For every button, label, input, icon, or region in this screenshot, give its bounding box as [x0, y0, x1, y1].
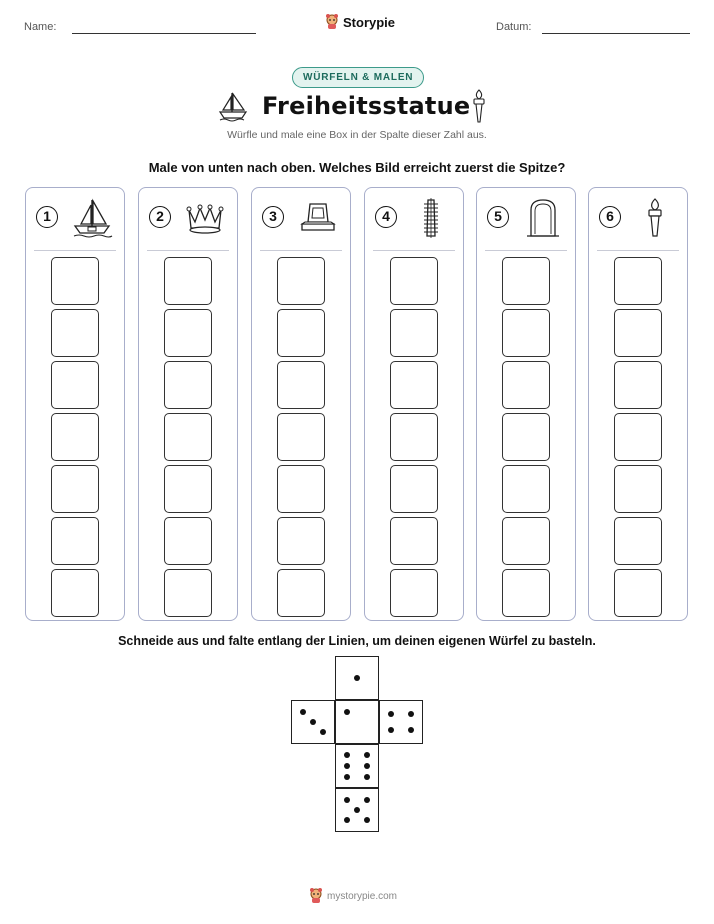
- page-subtitle: Würfle und male eine Box in der Spalte dieser Zahl aus.: [227, 129, 487, 141]
- color-box[interactable]: [390, 465, 438, 513]
- column-header: [26, 188, 124, 250]
- column-3: [251, 187, 351, 621]
- pip: [364, 774, 370, 780]
- pip: [310, 719, 316, 725]
- pip: [364, 817, 370, 823]
- number-circle: 6: [599, 206, 621, 228]
- column-header: [477, 188, 575, 250]
- column-header: [252, 188, 350, 250]
- brand-logo: [325, 14, 395, 30]
- color-box[interactable]: [277, 361, 325, 409]
- footer-url[interactable]: mystorypie.com: [327, 890, 398, 902]
- color-box[interactable]: [164, 309, 212, 357]
- column-divider: [34, 250, 116, 251]
- column-divider: [373, 250, 455, 251]
- torch-title-icon: [468, 88, 490, 124]
- activity-badge: WÜRFELN & MALEN: [292, 67, 424, 88]
- torch-icon: [633, 196, 677, 240]
- color-box[interactable]: [390, 257, 438, 305]
- color-box[interactable]: [614, 569, 662, 617]
- color-box[interactable]: [164, 517, 212, 565]
- color-box[interactable]: [51, 257, 99, 305]
- color-box[interactable]: [502, 309, 550, 357]
- color-box[interactable]: [51, 517, 99, 565]
- pip: [354, 675, 360, 681]
- color-box[interactable]: [390, 361, 438, 409]
- pip: [344, 774, 350, 780]
- dice-face-five: [335, 788, 379, 832]
- name-label: Name:: [24, 21, 57, 33]
- color-box[interactable]: [164, 569, 212, 617]
- number-circle: 4: [375, 206, 397, 228]
- dice-face-one-center: [335, 700, 379, 744]
- color-box[interactable]: [502, 361, 550, 409]
- pip: [408, 727, 414, 733]
- column-divider: [260, 250, 342, 251]
- color-box[interactable]: [390, 569, 438, 617]
- column-header: [139, 188, 237, 250]
- color-box[interactable]: [277, 413, 325, 461]
- cut-instruction: Schneide aus und falte entlang der Linien, um deinen eigenen Würfel zu basteln.: [118, 634, 596, 648]
- color-box[interactable]: [502, 517, 550, 565]
- column-6: [588, 187, 688, 621]
- pedestal-icon: [296, 196, 340, 240]
- number-circle: 1: [36, 206, 58, 228]
- column-divider: [485, 250, 567, 251]
- storypie-mascot-icon: [309, 888, 323, 904]
- column-icon: [409, 196, 453, 240]
- pip: [364, 797, 370, 803]
- number-circle: 2: [149, 206, 171, 228]
- column-header: [365, 188, 463, 250]
- column-2: [138, 187, 238, 621]
- color-box[interactable]: [164, 413, 212, 461]
- number-circle: 3: [262, 206, 284, 228]
- color-box[interactable]: [390, 413, 438, 461]
- color-box[interactable]: [51, 413, 99, 461]
- dice-face-one: [335, 656, 379, 700]
- column-5: [476, 187, 576, 621]
- pip: [344, 763, 350, 769]
- pip: [320, 729, 326, 735]
- dice-face-four: [379, 700, 423, 744]
- sailboat-title-icon: [218, 90, 248, 122]
- column-4: [364, 187, 464, 621]
- color-box[interactable]: [502, 257, 550, 305]
- color-box[interactable]: [614, 309, 662, 357]
- color-box[interactable]: [51, 465, 99, 513]
- pip: [364, 752, 370, 758]
- column-divider: [147, 250, 229, 251]
- pip: [354, 807, 360, 813]
- color-box[interactable]: [51, 569, 99, 617]
- storypie-mascot-icon: [325, 14, 339, 30]
- page-title: Freiheitsstatue: [262, 92, 471, 120]
- crown-icon: [183, 196, 227, 240]
- color-box[interactable]: [277, 257, 325, 305]
- date-label: Datum:: [496, 21, 532, 33]
- color-box[interactable]: [277, 517, 325, 565]
- color-box[interactable]: [164, 257, 212, 305]
- name-line[interactable]: [72, 33, 256, 34]
- pip: [388, 727, 394, 733]
- color-box[interactable]: [614, 413, 662, 461]
- color-box[interactable]: [502, 569, 550, 617]
- pip: [364, 763, 370, 769]
- dice-face-three: [291, 700, 335, 744]
- pip: [344, 752, 350, 758]
- pip: [344, 797, 350, 803]
- color-box[interactable]: [277, 465, 325, 513]
- number-circle: 5: [487, 206, 509, 228]
- tablet-icon: [521, 196, 565, 240]
- color-box[interactable]: [390, 517, 438, 565]
- pip: [408, 711, 414, 717]
- color-box[interactable]: [614, 361, 662, 409]
- pip: [344, 817, 350, 823]
- column-1: [25, 187, 125, 621]
- column-divider: [597, 250, 679, 251]
- pip: [388, 711, 394, 717]
- sailboat-icon: [70, 196, 114, 240]
- column-header: [589, 188, 687, 250]
- pip: [344, 709, 350, 715]
- footer: [309, 888, 397, 904]
- date-line[interactable]: [542, 33, 690, 34]
- dice-face-six: [335, 744, 379, 788]
- color-box[interactable]: [614, 257, 662, 305]
- color-box[interactable]: [502, 413, 550, 461]
- color-box[interactable]: [164, 361, 212, 409]
- pip: [300, 709, 306, 715]
- color-box[interactable]: [277, 569, 325, 617]
- color-box[interactable]: [614, 517, 662, 565]
- color-box[interactable]: [277, 309, 325, 357]
- color-box[interactable]: [51, 361, 99, 409]
- brand-name: Storypie: [343, 14, 396, 30]
- color-box[interactable]: [51, 309, 99, 357]
- color-box[interactable]: [502, 465, 550, 513]
- color-box[interactable]: [390, 309, 438, 357]
- dice-net: [290, 656, 426, 836]
- instruction-text: Male von unten nach oben. Welches Bild erreicht zuerst die Spitze?: [148, 160, 566, 175]
- color-box[interactable]: [614, 465, 662, 513]
- color-box[interactable]: [164, 465, 212, 513]
